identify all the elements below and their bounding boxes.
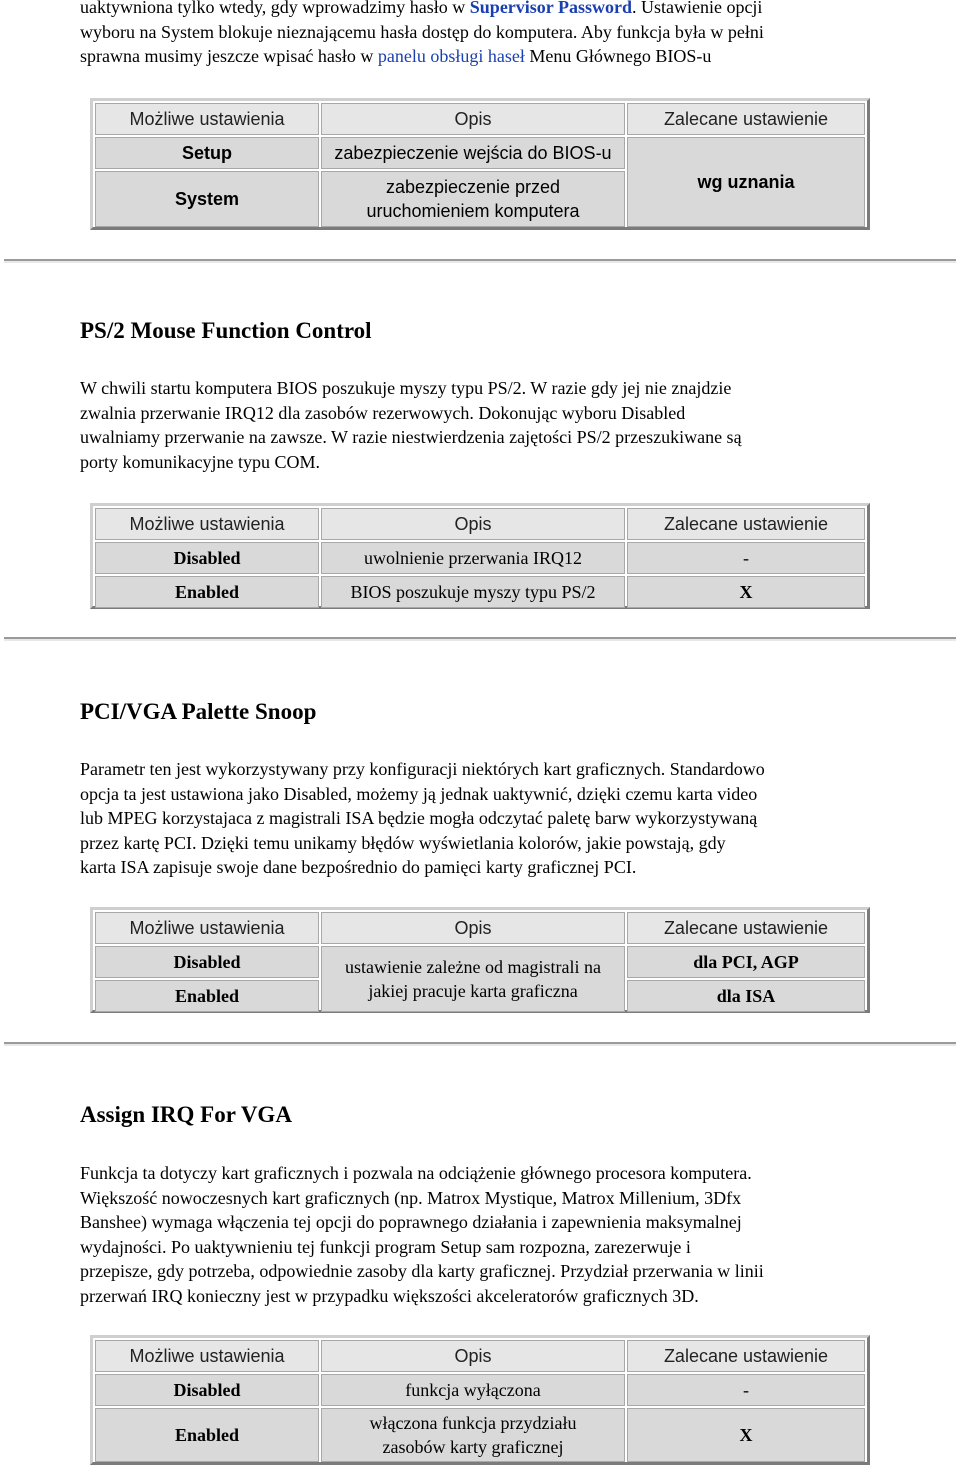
header-description: Opis (321, 508, 625, 540)
irq-line-2: Większość nowoczesnych kart graficznych (np. Matrox Mystique, Matrox Millenium, 3Dfx (80, 1187, 742, 1208)
desc-bus-dependent: ustawienie zależne od magistrali na jakiej pracuje karta graficzna (321, 946, 625, 1012)
pci-vga-table (90, 907, 870, 1013)
setting-disabled: Disabled (95, 542, 319, 574)
setting-enabled: Enabled (95, 980, 319, 1012)
setting-enabled: Enabled (95, 1408, 319, 1462)
ps2-line-4: porty komunikacyjne typu COM. (80, 451, 320, 472)
supervisor-password-link[interactable]: Supervisor Password (469, 0, 632, 17)
header-possible-settings: Możliwe ustawienia (95, 508, 319, 540)
separator-1 (4, 259, 956, 263)
header-description: Opis (321, 912, 625, 944)
rec-disabled: - (627, 1374, 865, 1406)
header-description: Opis (321, 103, 625, 135)
pci-line-4: przez kartę PCI. Dzięki temu unikamy błędów wyświetlania kolorów, jakie powstają, gdy (80, 832, 726, 853)
setting-setup: Setup (95, 137, 319, 169)
irq-line-3: Banshee) wymaga włączenia tej opcji do poprawnego działania i zapewnienia maksymalnej (80, 1212, 742, 1232)
separator-2 (4, 637, 956, 641)
ps2-table (90, 503, 870, 609)
pci-paragraph (80, 757, 900, 880)
rec-isa: dla ISA (627, 980, 865, 1012)
desc-setup: zabezpieczenie wejścia do BIOS-u (321, 137, 625, 169)
pci-line-2: opcja ta jest ustawiona jako Disabled, możemy ją jednak uaktywnić, dzięki czemu karta video (80, 783, 758, 804)
header-possible-settings: Możliwe ustawienia (95, 103, 319, 135)
irq-line-4: wydajności. Po uaktywnieniu tej funkcji program Setup sam rozpozna, zarezerwuje i (80, 1236, 691, 1257)
intro-line-2: wyboru na System blokuje nieznającemu hasła dostęp do komputera. Aby funkcja była w pełni (80, 21, 764, 42)
intro-paragraph (80, 0, 900, 69)
pci-line-1: Parametr ten jest wykorzystywany przy konfiguracji niektórych kart graficznych. Standardowo (80, 759, 765, 779)
rec-enabled: X (627, 576, 865, 608)
header-possible-settings: Możliwe ustawienia (95, 912, 319, 944)
ps2-line-1: W chwili startu komputera BIOS poszukuje myszy typu PS/2. W razie gdy jej nie znajdzie (80, 378, 732, 398)
irq-line-1: Funkcja ta dotyczy kart graficznych i pozwala na odciążenie głównego procesora komputera. (80, 1163, 752, 1183)
pci-line-5: karta ISA zapisuje swoje dane bezpośrednio do pamięci karty graficznej PCI. (80, 857, 637, 877)
irq-line-5: przepisze, gdy potrzeba, odpowiednie zasoby dla karty graficznej. Przydział przerwania w linii (80, 1261, 764, 1281)
setting-system: System (95, 171, 319, 227)
separator-3 (4, 1042, 956, 1046)
section-title-assign-irq: Assign IRQ For VGA (80, 1102, 292, 1127)
section-title-ps2: PS/2 Mouse Function Control (80, 318, 372, 343)
pci-line-3: lub MPEG korzystajaca z magistrali ISA będzie mogła odczytać paletę barw wykorzystywaną (80, 808, 758, 828)
desc-disabled: funkcja wyłączona (321, 1374, 625, 1406)
desc-enabled: włączona funkcja przydziału zasobów karty graficznej (321, 1408, 625, 1462)
intro-line-3: sprawna musimy jeszcze wpisać hasło w panelu obsługi haseł Menu Głównego BIOS-u (80, 46, 712, 66)
header-recommended: Zalecane ustawienie (627, 1340, 865, 1372)
intro-line-1: uaktywniona tylko wtedy, gdy wprowadzimy hasło w Supervisor Password. Ustawienie opcji (80, 0, 900, 20)
irq-line-6: przerwań IRQ konieczny jest w przypadku większości akceleratorów graficznych 3D. (80, 1285, 699, 1306)
desc-system: zabezpieczenie przed uruchomieniem komputera (321, 171, 625, 227)
rec-disabled: - (627, 542, 865, 574)
password-check-table (90, 98, 870, 230)
section-title-pci-vga: PCI/VGA Palette Snoop (80, 699, 317, 724)
assign-irq-table (90, 1335, 870, 1465)
rec-enabled: X (627, 1408, 865, 1462)
setting-enabled: Enabled (95, 576, 319, 608)
ps2-line-3: uwalniamy przerwanie na zawsze. W razie niestwierdzenia zajętości PS/2 przeszukiwane są (80, 427, 742, 447)
desc-disabled: uwolnienie przerwania IRQ12 (321, 542, 625, 574)
desc-enabled: BIOS poszukuje myszy typu PS/2 (321, 576, 625, 608)
ps2-paragraph (80, 376, 900, 474)
ps2-line-2: zwalnia przerwanie IRQ12 dla zasobów rezerwowych. Dokonując wyboru Disabled (80, 402, 686, 423)
setting-disabled: Disabled (95, 946, 319, 978)
header-description: Opis (321, 1340, 625, 1372)
header-possible-settings: Możliwe ustawienia (95, 1340, 319, 1372)
password-panel-link[interactable]: panelu obsługi haseł (377, 46, 525, 66)
rec-pci-agp: dla PCI, AGP (627, 946, 865, 978)
header-recommended: Zalecane ustawienie (627, 103, 865, 135)
recommended-value: wg uznania (627, 137, 865, 227)
header-recommended: Zalecane ustawienie (627, 508, 865, 540)
header-recommended: Zalecane ustawienie (627, 912, 865, 944)
irq-paragraph (80, 1161, 900, 1308)
setting-disabled: Disabled (95, 1374, 319, 1406)
